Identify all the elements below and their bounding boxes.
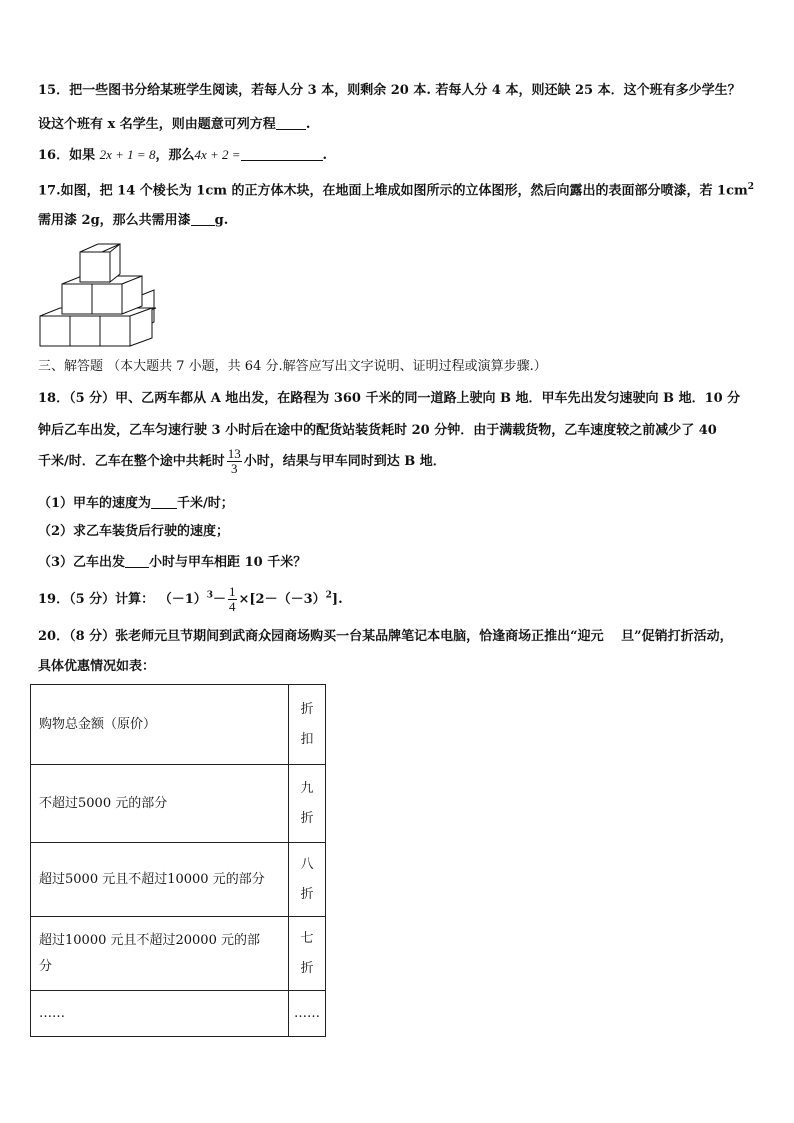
q16-line	[38, 146, 327, 165]
q18-sub3-post: 小时与甲车相距 10 千米？	[149, 555, 307, 570]
q17-end: g.	[214, 213, 229, 228]
table-cell-amount: 超过5000 元且不超过10000 元的部分	[31, 843, 289, 917]
q19-sup2: 2	[325, 590, 332, 601]
q17-line1	[38, 178, 754, 200]
q16-answer-blank[interactable]	[241, 146, 323, 161]
q17-text1: 17.如图，把 14 个棱长为 1cm 的正方体木块，在地面上堆成如图所示的立体图形，然后向露出的表面部分喷漆，若 1cm	[38, 183, 748, 199]
table-cell-discount	[289, 991, 326, 1037]
cube-front	[70, 316, 100, 346]
q16-expr1: 2x + 1 = 8	[99, 147, 156, 162]
table-row	[31, 765, 326, 843]
table-row	[31, 991, 326, 1037]
q18-sub3-pre: （3）乙车出发	[38, 555, 126, 570]
discount-char: 折	[300, 886, 314, 902]
q18-fraction	[227, 447, 242, 476]
table-cell-amount: 购物总金额（原价）	[31, 685, 289, 765]
discount-char: 折	[300, 960, 314, 976]
q19-fraction	[228, 585, 237, 614]
q15-answer-blank[interactable]	[276, 115, 306, 130]
table-row	[31, 843, 326, 917]
table-cell-amount: ……	[31, 991, 289, 1037]
table-cell-amount: 不超过5000 元的部分	[31, 765, 289, 843]
cube-front	[92, 284, 122, 314]
table-row	[31, 917, 326, 991]
q19-line	[38, 585, 343, 614]
q18-sub1-post: 千米/时；	[177, 496, 234, 511]
q18-sub3-blank[interactable]	[125, 553, 149, 568]
q17-text2: 需用漆 2g，那么共需用漆	[38, 213, 191, 228]
q18-sub1-blank[interactable]	[151, 494, 177, 509]
q16-prefix: 16．如果	[38, 148, 96, 163]
q19-minus: －	[213, 592, 227, 607]
table-row	[31, 685, 326, 765]
q18-frac-den: 3	[231, 461, 238, 476]
table-cell-discount	[289, 917, 326, 991]
q18-line3	[38, 447, 446, 476]
q15-text: 设这个班有 x 名学生，则由题意可列方程	[38, 117, 276, 132]
q17-line2	[38, 211, 228, 230]
discount-char: ……	[294, 1005, 321, 1021]
q20-line1: 20．（8 分）张老师元旦节期间到武商众园商场购买一台某品牌笔记本电脑，恰逢商场正推出“迎元 旦”促销打折活动，	[38, 629, 733, 644]
cube-front	[80, 252, 110, 282]
discount-char: 折	[300, 810, 314, 826]
table-cell-discount	[289, 843, 326, 917]
cube-front	[62, 284, 92, 314]
q15-line1: 15．把一些图书分给某班学生阅读，若每人分 3 本，则剩余 20 本. 若每人分 4 本，则还缺 25 本．这个班有多少学生？	[38, 83, 741, 98]
q19-sup: 3	[206, 590, 213, 601]
q19-post: ×[2－（－3）	[238, 592, 326, 607]
q19-frac-num: 1	[229, 584, 236, 599]
section3-heading: 三、解答题 （本大题共 7 小题，共 64 分.解答应写出文字说明、证明过程或演算步骤.）	[38, 359, 547, 374]
q18-sub2: （2）求乙车装货后行驶的速度；	[38, 524, 230, 539]
q18-line3-pre: 千米/时．乙车在整个途中共耗时	[38, 454, 225, 469]
q16-mid: ，那么	[155, 148, 195, 163]
q20-line2: 具体优惠情况如表：	[38, 659, 156, 674]
q18-line3-post: 小时，结果与甲车同时到达 B 地．	[243, 454, 446, 469]
q15-line2	[38, 115, 310, 134]
q18-sub1	[38, 494, 234, 513]
q17-answer-blank[interactable]	[191, 211, 215, 226]
q15-end: .	[305, 117, 311, 132]
q17-sup: 2	[747, 182, 755, 192]
discount-char: 折	[300, 701, 314, 717]
q18-sub1-pre: （1）甲车的速度为	[38, 496, 152, 511]
q18-frac-num: 13	[227, 446, 241, 461]
table-cell-amount	[31, 917, 289, 991]
cube-front	[100, 316, 130, 346]
cube-front	[40, 316, 70, 346]
q19-frac-den: 4	[229, 599, 236, 614]
q19-prefix: 19．（5 分）计算： （－1）	[38, 592, 207, 607]
discount-char: 扣	[300, 731, 314, 747]
amount-line: 分	[39, 958, 53, 974]
table-cell-discount	[289, 685, 326, 765]
q16-expr2: 4x + 2 =	[194, 147, 241, 162]
discount-char: 九	[300, 780, 314, 796]
discount-table	[30, 684, 326, 1037]
q19-end: ].	[331, 592, 343, 607]
discount-char: 八	[300, 856, 314, 872]
discount-char: 七	[300, 930, 314, 946]
q18-line2: 钟后乙车出发，乙车匀速行驶 3 小时后在途中的配货站装货耗时 20 分钟．由于满载货物，乙车速度较之前减少了 40	[38, 423, 717, 438]
q16-end: .	[322, 148, 328, 163]
amount-line: 超过10000 元且不超过20000 元的部	[39, 932, 260, 948]
cube-stack-figure	[38, 240, 168, 352]
table-cell-discount	[289, 765, 326, 843]
q18-sub3	[38, 553, 306, 572]
q18-line1: 18．（5 分）甲、乙两车都从 A 地出发，在路程为 360 千米的同一道路上驶向 B 地．甲车先出发匀速驶向 B 地．10 分	[38, 391, 741, 406]
